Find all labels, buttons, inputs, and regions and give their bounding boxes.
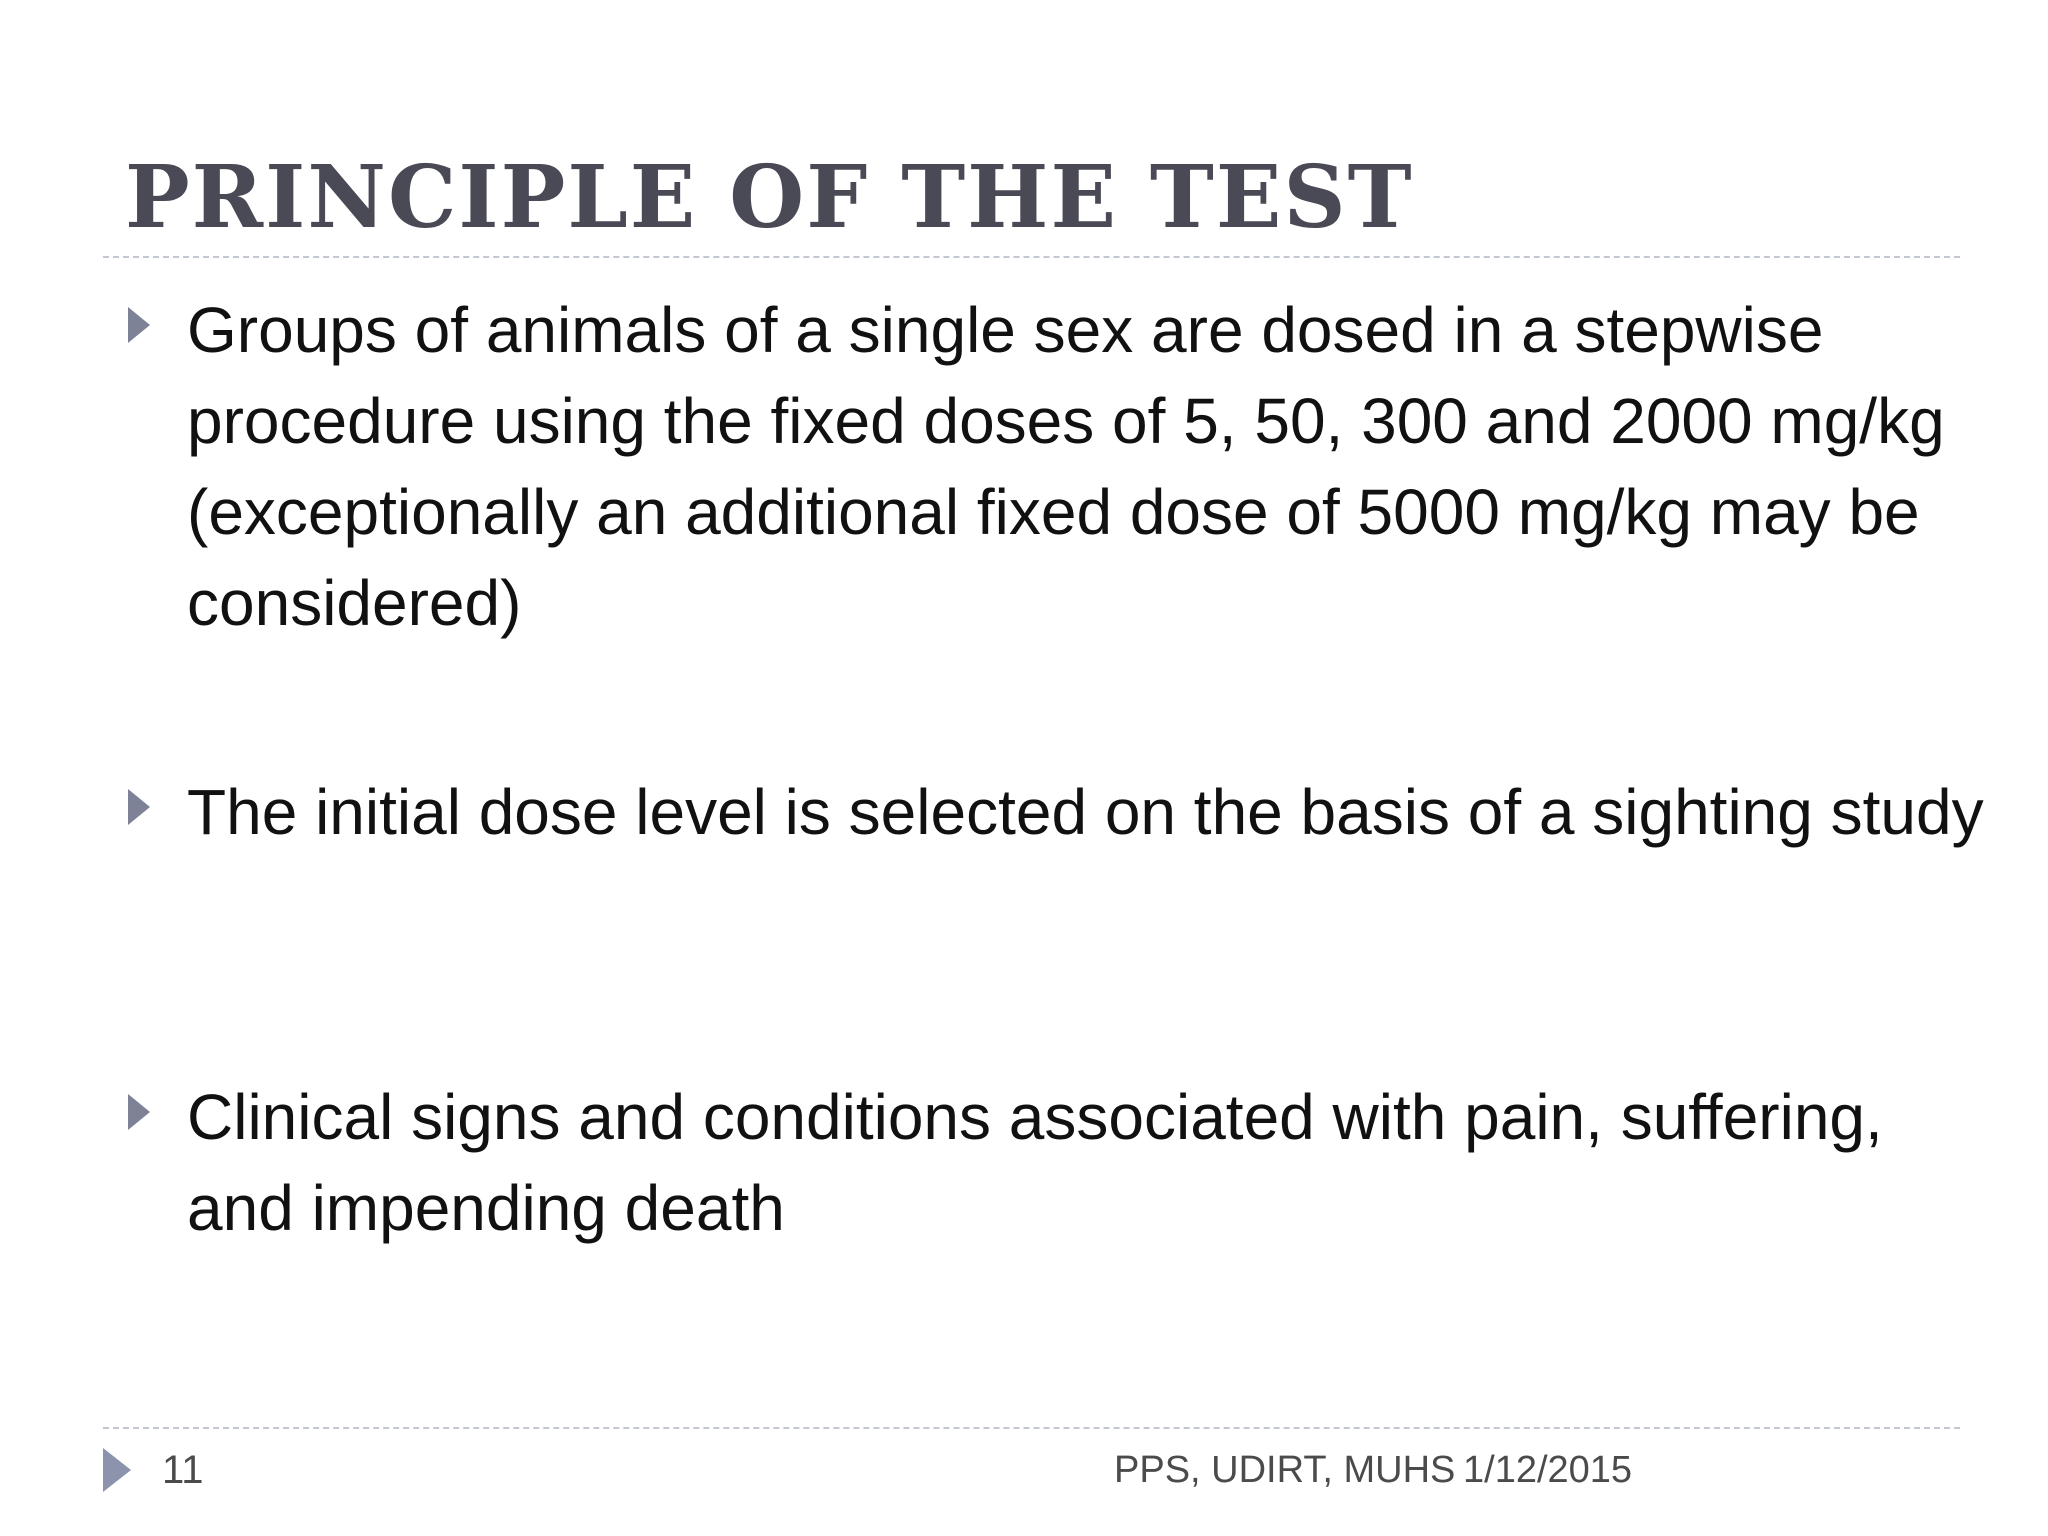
triangle-bullet-icon [128,1094,150,1130]
slide-title: PRINCIPLE OF THE TEST [125,147,1414,248]
footer-organization: PPS, UDIRT, MUHS [1114,1449,1456,1491]
footer-triangle-icon [103,1448,131,1492]
footer-divider [103,1427,1960,1429]
bullet-item [128,1072,1988,1254]
bullet-text: Clinical signs and conditions associated with pain, suffering, and impending death [187,1081,1883,1244]
triangle-bullet-icon [128,307,150,343]
bullet-text: Groups of animals of a single sex are dosed in a stepwise procedure using the fixed doses of 5, 50, 300 and 2000 mg/kg (exceptionally an additional fixed dose of 5000 mg/kg may be considered) [187,294,1945,639]
slide-number: 11 [162,1448,204,1492]
footer-date: 1/12/2015 [1463,1449,1633,1491]
title-divider [103,256,1960,258]
bullet-item [128,767,1988,858]
bullet-item [128,285,1988,649]
triangle-bullet-icon [128,789,150,825]
bullet-text: The initial dose level is selected on the basis of a sighting study [187,776,1984,848]
